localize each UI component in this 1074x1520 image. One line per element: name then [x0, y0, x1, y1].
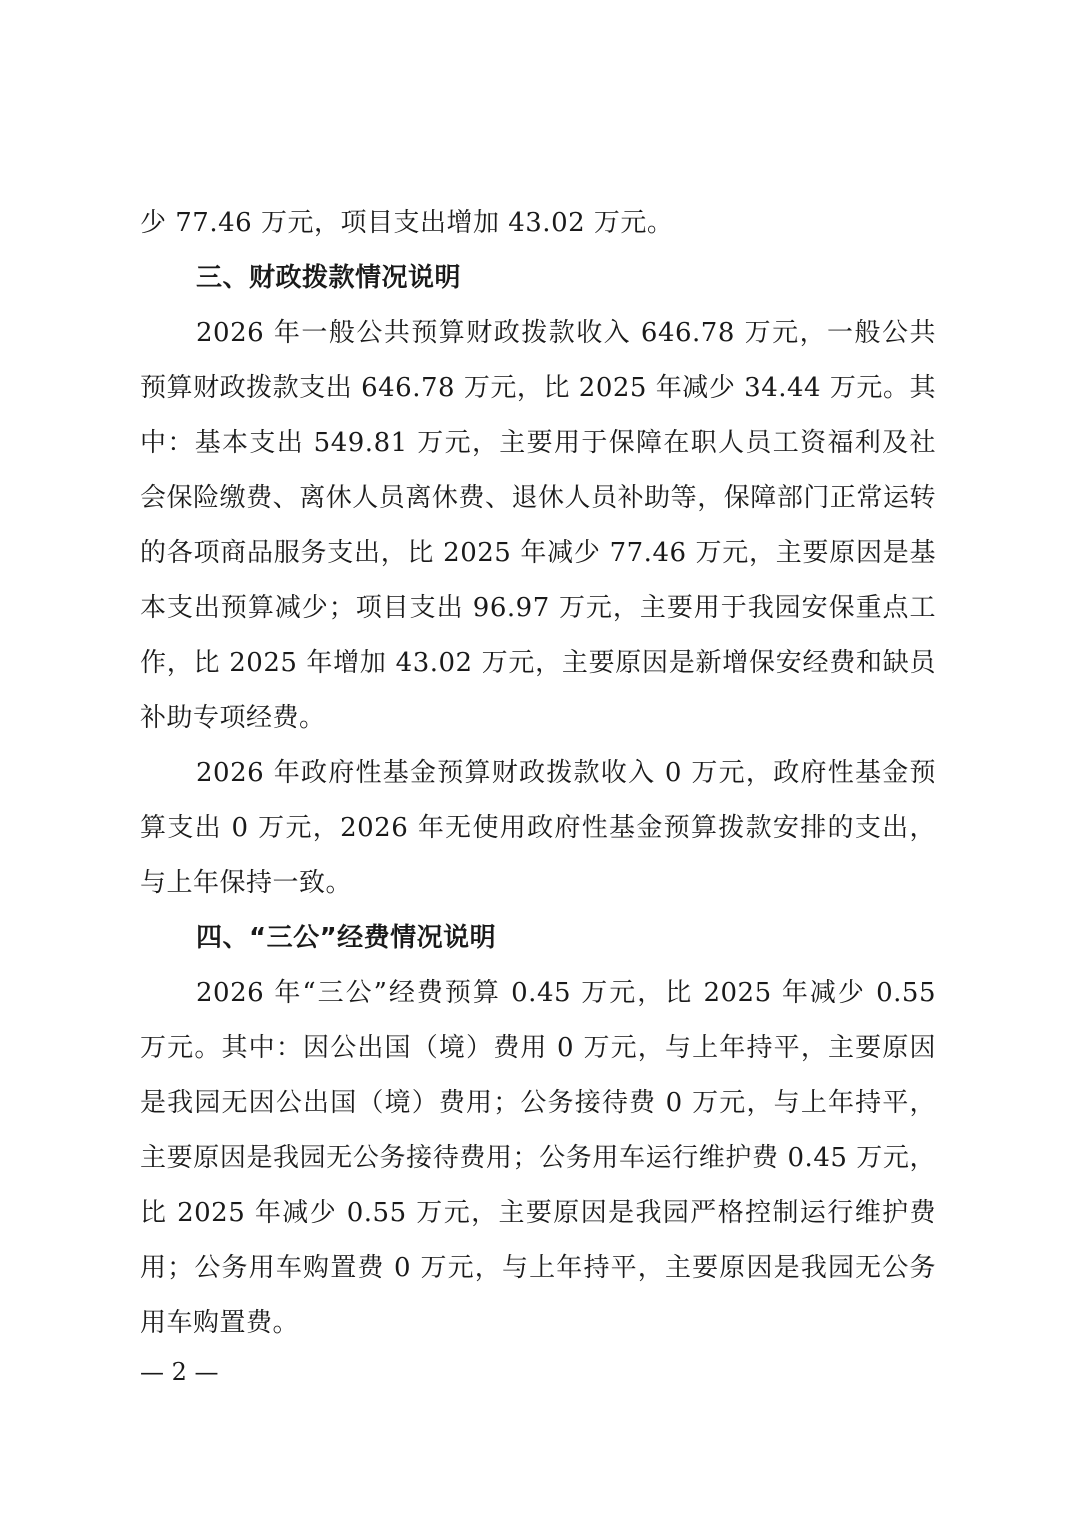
page-number: — 2 —: [140, 1358, 219, 1386]
document-body: [140, 196, 936, 1351]
section-heading-fiscal-appropriation: 三、财政拨款情况说明: [196, 263, 462, 293]
paragraph-government-fund: 2026 年政府性基金预算财政拨款收入 0 万元，政府性基金预算支出 0 万元，2026 年无使用政府性基金预算拨款安排的支出，与上年保持一致。: [140, 758, 936, 898]
paragraph-three-public-expenses: 2026 年“三公”经费预算 0.45 万元，比 2025 年减少 0.55 万元。其中：因公出国（境）费用 0 万元，与上年持平，主要原因是我园无因公出国（境）费用；公务接待费 0 万元，与上年持平，主要原因是我园无公务接待费用；公务用车运行维护费 0.45 万元，比 2025 年减少 0.55 万元，主要原因是我园严格控制运行维护费用；公务用车购置费 0 万元，与上年持平，主要原因是我园无公务用车购置费。: [140, 978, 936, 1338]
paragraph-continuation: 少 77.46 万元，项目支出增加 43.02 万元。: [140, 208, 674, 238]
paragraph-general-budget: 2026 年一般公共预算财政拨款收入 646.78 万元，一般公共预算财政拨款支出 646.78 万元，比 2025 年减少 34.44 万元。其中：基本支出 549.81 万元，主要用于保障在职人员工资福利及社会保险缴费、离休人员离休费、退休人员补助等，保障部门正常运转的各项商品服务支出，比 2025 年减少 77.46 万元，主要原因是基本支出预算减少；项目支出 96.97 万元，主要用于我园安保重点工作，比 2025 年增加 43.02 万元，主要原因是新增保安经费和缺员补助专项经费。: [140, 318, 936, 733]
section-heading-three-public-expenses: 四、“三公”经费情况说明: [196, 923, 497, 953]
